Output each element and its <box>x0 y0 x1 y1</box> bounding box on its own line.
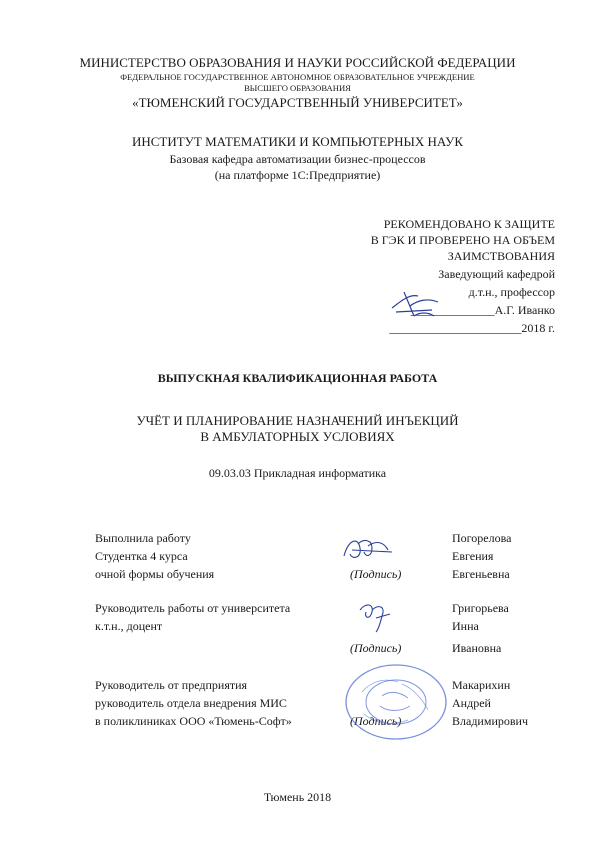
enterprise-role-line-2: руководитель отдела внедрения МИС <box>95 696 287 710</box>
specialty: 09.03.03 Прикладная информатика <box>208 466 387 480</box>
ministry-heading: МИНИСТЕРСТВО ОБРАЗОВАНИЯ И НАУКИ РОССИЙСКОЙ ФЕДЕРАЦИИ <box>79 55 516 70</box>
student-surname: Погорелова <box>452 531 512 545</box>
organization-stamp <box>342 662 450 742</box>
supervisor-signature-label: (Подпись) <box>350 641 402 655</box>
city-year: Тюмень 2018 <box>263 790 332 804</box>
student-signature <box>338 530 398 570</box>
supervisor-name: Инна <box>452 619 479 633</box>
student-patronymic: Евгеньевна <box>452 567 510 581</box>
work-title-line-1: УЧЁТ И ПЛАНИРОВАНИЕ НАЗНАЧЕНИЙ ИНЪЕКЦИЙ <box>136 413 459 428</box>
university-name: «ТЮМЕНСКИЙ ГОСУДАРСТВЕННЫЙ УНИВЕРСИТЕТ» <box>132 95 463 110</box>
enterprise-name: Андрей <box>452 696 491 710</box>
supervisor-patronymic: Ивановна <box>452 641 502 655</box>
student-role-line-2: Студентка 4 курса <box>95 549 188 563</box>
supervisor-surname: Григорьева <box>452 601 509 615</box>
enterprise-role-line-1: Руководитель от предприятия <box>95 678 248 692</box>
supervisor-signature <box>356 596 396 636</box>
supervisor-role-line-1: Руководитель работы от университета <box>95 601 291 615</box>
approval-line-2: В ГЭК И ПРОВЕРЕНО НА ОБЪЕМ <box>370 233 555 247</box>
student-signature-label: (Подпись) <box>350 567 402 581</box>
approval-line-3: ЗАИМСТВОВАНИЯ <box>447 249 555 263</box>
approval-line-7: ______________________2018 г. <box>389 321 555 335</box>
head-of-department-signature <box>388 286 448 326</box>
platform-note: (на платформе 1С:Предприятие) <box>214 168 381 182</box>
student-role-line-1: Выполнила работу <box>95 531 191 545</box>
enterprise-surname: Макарихин <box>452 678 511 692</box>
enterprise-role-line-3: в поликлиниках ООО «Тюмень-Софт» <box>95 714 292 728</box>
enterprise-patronymic: Владимирович <box>452 714 528 728</box>
supervisor-role-line-2: к.т.н., доцент <box>95 619 163 633</box>
work-type: ВЫПУСКНАЯ КВАЛИФИКАЦИОННАЯ РАБОТА <box>157 371 438 385</box>
approval-line-6: ______________А.Г. Иванко <box>410 303 555 317</box>
student-role-line-3: очной формы обучения <box>95 567 215 581</box>
institution-line-1: ФЕДЕРАЛЬНОЕ ГОСУДАРСТВЕННОЕ АВТОНОМНОЕ ОБРАЗОВАТЕЛЬНОЕ УЧРЕЖДЕНИЕ <box>120 72 475 82</box>
approval-line-4: Заведующий кафедрой <box>438 267 555 281</box>
approval-line-5: д.т.н., профессор <box>468 285 555 299</box>
institution-line-2: ВЫСШЕГО ОБРАЗОВАНИЯ <box>244 83 351 93</box>
enterprise-signature-label: (Подпись) <box>350 714 402 728</box>
institute-name: ИНСТИТУТ МАТЕМАТИКИ И КОМПЬЮТЕРНЫХ НАУК <box>131 134 464 149</box>
approval-line-1: РЕКОМЕНДОВАНО К ЗАЩИТЕ <box>383 217 555 231</box>
work-title-line-2: В АМБУЛАТОРНЫХ УСЛОВИЯХ <box>200 429 395 444</box>
student-name: Евгения <box>452 549 494 563</box>
department-name: Базовая кафедра автоматизации бизнес-процессов <box>169 152 426 166</box>
